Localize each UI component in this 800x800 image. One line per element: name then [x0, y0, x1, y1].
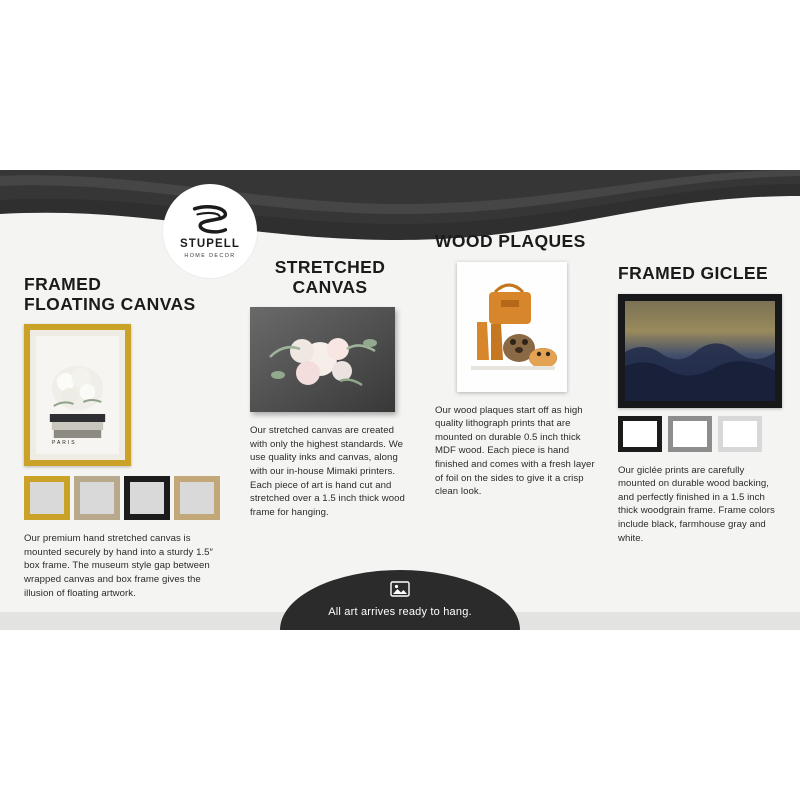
section-description: Our giclée prints are carefully mounted on durable wood backing, and perfectly finished in a 1.5 inch thick woodgrain frame. Frame colors include black, farmhouse gray and white.	[618, 464, 775, 544]
frame-color-swatches	[24, 476, 224, 520]
section-description: Our premium hand stretched canvas is mounted securely by hand into a sturdy 1.5″ box frame. The museum style gap between wrapped canvas and box frame gives the illusion of floating artwork.	[24, 533, 214, 599]
black-giclee-frame-swatch[interactable]	[618, 416, 662, 452]
section-framed-giclee	[618, 264, 783, 545]
artwork-caption: PARIS	[52, 440, 77, 447]
product-types-infographic	[0, 170, 800, 630]
brand-tagline: HOME DECOR	[184, 252, 236, 259]
artwork-canvas	[625, 301, 775, 401]
brand-name: STUPELL	[179, 238, 241, 251]
section-description: Our stretched canvas are created with only the highest standards. We use quality inks and canvas, along with our in-house Mimaki printers. Each piece of art is hand cut and stretched over a 1.5 inch thick wood frame for hanging.	[250, 425, 405, 518]
stupell-swirl-logo-icon	[189, 203, 231, 237]
framed-floating-canvas-artwork	[24, 324, 224, 466]
section-framed-floating-canvas	[24, 275, 224, 600]
ready-to-hang-ribbon	[280, 570, 520, 630]
header-swoosh-band	[0, 170, 800, 250]
light-wood-frame-swatch[interactable]	[174, 476, 220, 520]
section-title: FRAMED GICLEE	[618, 263, 769, 283]
section-title: WOOD PLAQUES	[435, 231, 586, 251]
brand-logo	[163, 184, 257, 278]
section-description: Our wood plaques start off as high quality lithograph prints that are mounted on durable 0.5 inch thick MDF wood. Each piece is hand finished and comes with a fresh layer of foil on the sides to give it a crisp clean look.	[435, 404, 595, 498]
section-wood-plaques	[435, 232, 600, 499]
giclee-frame-swatches	[618, 416, 783, 452]
framed-picture-icon	[390, 581, 410, 602]
gray-giclee-frame-swatch[interactable]	[668, 416, 712, 452]
section-title: FRAMED FLOATING CANVAS	[24, 274, 196, 314]
champagne-frame-swatch[interactable]	[74, 476, 120, 520]
gold-frame-artwork	[24, 324, 131, 466]
framed-giclee-artwork	[618, 294, 782, 408]
wood-plaque-artwork	[457, 262, 567, 392]
ready-to-hang-text: All art arrives ready to hang.	[328, 606, 472, 618]
black-frame-swatch[interactable]	[124, 476, 170, 520]
section-title: STRETCHED CANVAS	[274, 257, 386, 297]
artwork-canvas	[36, 336, 119, 454]
gold-frame-swatch[interactable]	[24, 476, 70, 520]
stretched-canvas-artwork	[250, 307, 395, 412]
section-stretched-canvas	[250, 258, 410, 519]
white-giclee-frame-swatch[interactable]	[718, 416, 762, 452]
